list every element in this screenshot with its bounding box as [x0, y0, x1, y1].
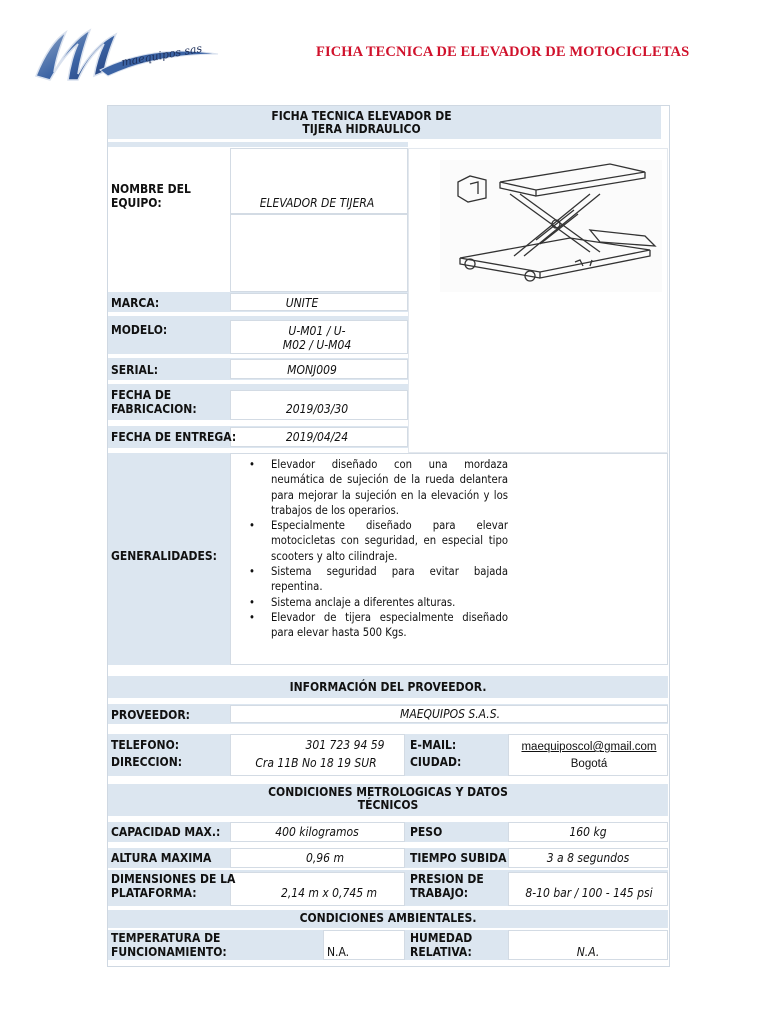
list-item: • Elevador de tijera especialmente diseñado para elevar hasta 500 Kgs. [245, 610, 508, 641]
relative-humidity-label: HUMEDAD RELATIVA: [410, 931, 473, 959]
serial-value: MONJ009 [287, 363, 337, 377]
max-height-label: ALTURA MAXIMA [111, 851, 212, 865]
operating-temperature-label: TEMPERATURA DE FUNCIONAMIENTO: [111, 931, 227, 959]
delivery-date-label: FECHA DE ENTREGA: [111, 430, 237, 444]
working-pressure-label: PRESION DE TRABAJO: [410, 872, 484, 900]
weight-label: PESO [410, 825, 443, 839]
working-pressure-value: 8-10 bar / 100 - 145 psi [525, 886, 653, 900]
technical-section-title: CONDICIONES METROLOGICAS Y DATOS TÉCNICOS [268, 785, 508, 812]
sheet-title: FICHA TECNICA ELEVADOR DE TIJERA HIDRAULICO [271, 109, 452, 136]
manufacture-date-label: FECHA DE FABRICACION: [111, 388, 197, 416]
scissor-lift-photo [440, 160, 662, 292]
brand-value: UNITE [285, 296, 319, 310]
list-item: • Especialmente diseñado para elevar motocicletas con seguridad, en especial tipo scooters y alto cilindraje. [245, 518, 508, 564]
environment-section-title: CONDICIONES AMBIENTALES. [299, 911, 477, 925]
delivery-date-value: 2019/04/24 [285, 430, 349, 444]
platform-dimensions-label: DIMENSIONES DE LA PLATAFORMA: [111, 872, 236, 900]
list-item: • Sistema seguridad para evitar bajada repentina. [245, 564, 508, 595]
city-label: CIUDAD: [410, 755, 462, 769]
phone-label: TELEFONO: [111, 738, 180, 752]
city-value: Bogotá [570, 758, 608, 770]
max-height-value: 0,96 m [306, 851, 344, 865]
operating-temperature-value: N.A. [326, 945, 350, 959]
model-label: MODELO: [111, 323, 168, 337]
logo-text: maequipos sas [120, 41, 204, 69]
supplier-label: PROVEEDOR: [111, 708, 190, 722]
rise-time-label: TIEMPO SUBIDA [410, 851, 507, 865]
supplier-value: MAEQUIPOS S.A.S. [400, 707, 500, 721]
manufacture-date-value: 2019/03/30 [285, 402, 349, 416]
phone-value: 301 723 94 59 [305, 738, 385, 752]
document-title: FICHA TECNICA DE ELEVADOR DE MOTOCICLETAS [316, 44, 690, 60]
platform-dimensions-value: 2,14 m x 0,745 m [280, 886, 378, 900]
generalities-list [245, 457, 508, 641]
list-item: • Elevador diseñado con una mordaza neumática de sujeción de la rueda delantera para mejorar la sujeción en la elevación y los trabajos de los operarios. [245, 457, 508, 518]
list-item: • Sistema anclaje a diferentes alturas. [245, 595, 508, 610]
weight-value: 160 kg [569, 825, 607, 839]
generalities-label: GENERALIDADES: [111, 549, 217, 563]
email-link[interactable]: maequiposcol@gmail.com [521, 741, 657, 753]
relative-humidity-value: N.A. [576, 945, 600, 959]
capacity-value: 400 kilogramos [275, 825, 359, 839]
model-value: U-M01 / U- M02 / U-M04 [282, 324, 352, 352]
address-value: Cra 11B No 18 19 SUR [255, 756, 377, 770]
equipment-name-value: ELEVADOR DE TIJERA [259, 196, 375, 210]
equipment-name-label: NOMBRE DEL EQUIPO: [111, 182, 191, 210]
capacity-label: CAPACIDAD MAX.: [111, 825, 221, 839]
email-label: E-MAIL: [410, 738, 457, 752]
brand-label: MARCA: [111, 296, 160, 310]
serial-label: SERIAL: [111, 363, 159, 377]
supplier-section-title: INFORMACIÓN DEL PROVEEDOR. [289, 680, 487, 694]
company-logo [30, 20, 220, 90]
address-label: DIRECCION: [111, 755, 183, 769]
rise-time-value: 3 a 8 segundos [546, 851, 630, 865]
